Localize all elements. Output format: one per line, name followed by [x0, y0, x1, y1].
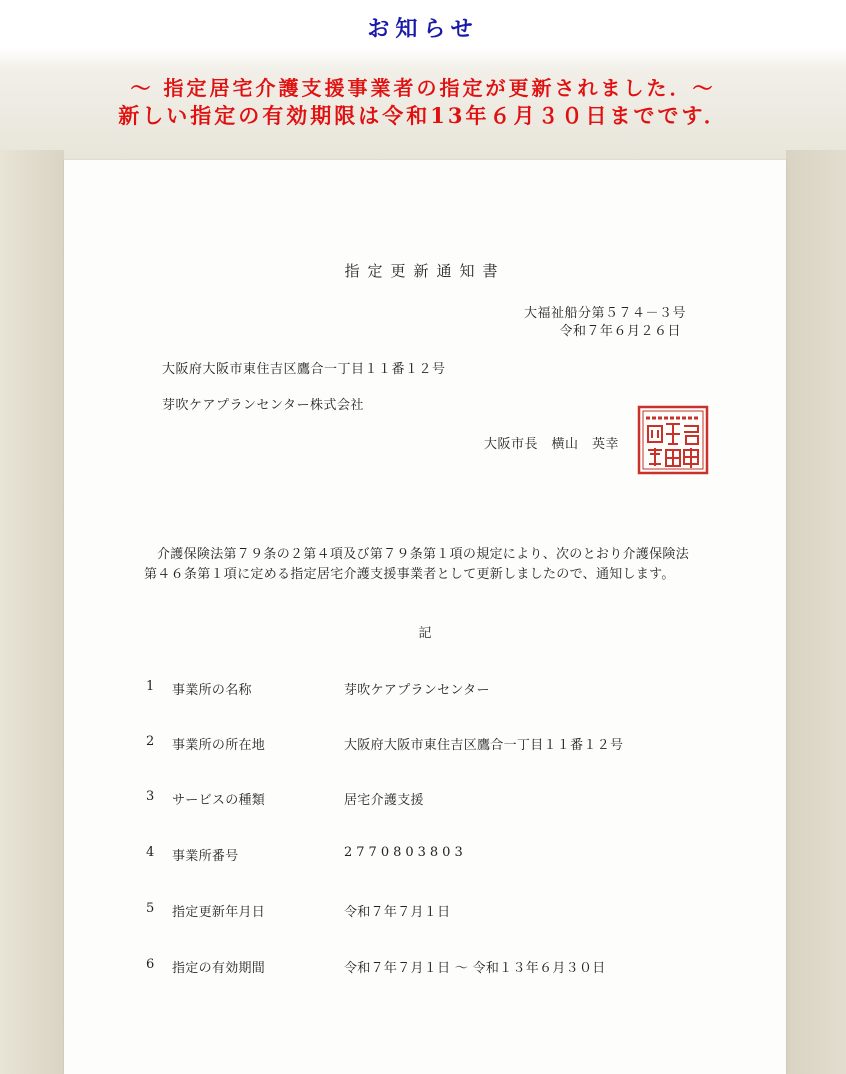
notice-body — [144, 545, 704, 585]
body-line: 第４６条第１項に定める指定居宅介護支援事業者として更新しましたので、通知します。 — [144, 567, 675, 582]
item-label: 指定更新年月日 — [172, 905, 266, 920]
notification-document — [64, 160, 786, 1074]
item-facility-name — [146, 679, 706, 699]
document-title: 指定更新通知書 — [344, 262, 506, 280]
item-label: 指定の有効期間 — [172, 961, 266, 976]
item-value: 2770803803 — [344, 845, 467, 860]
left-margin-background — [0, 150, 64, 1074]
item-value: 芽吹ケアプランセンター — [344, 683, 490, 698]
item-label: 事業所の所在地 — [172, 738, 266, 753]
item-number: 2 — [146, 734, 155, 749]
notice-line-expiry: 新しい指定の有効期限は令和13年６月３０日までです． — [118, 103, 728, 128]
item-value: 令和７年７月１日 — [344, 905, 451, 920]
item-number: 3 — [146, 789, 155, 804]
notice-line-renewal: ～ 指定居宅介護支援事業者の指定が更新されました．～ — [130, 76, 716, 100]
reference-number: 大福祉船分第５７４－３号 — [523, 306, 686, 321]
official-seal-icon — [636, 404, 710, 476]
body-line: 介護保険法第７９条の２第４項及び第７９条第１項の規定により、次のとおり介護保険法 — [157, 547, 690, 562]
item-number: 5 — [146, 901, 155, 916]
item-number: 6 — [146, 957, 155, 972]
item-facility-number — [146, 845, 706, 865]
item-number: 1 — [146, 679, 155, 694]
item-renewal-date — [146, 901, 706, 921]
issuer-name: 大阪市長 横山 英幸 — [484, 437, 620, 452]
item-label: サービスの種類 — [172, 793, 266, 808]
notice-title: お知らせ — [367, 16, 479, 42]
item-valid-period — [146, 957, 706, 977]
right-margin-background — [786, 150, 846, 1074]
item-value: 大阪府大阪市東住吉区鷹合一丁目１１番１２号 — [344, 738, 624, 753]
item-service-type — [146, 789, 706, 809]
item-label: 事業所番号 — [172, 849, 239, 864]
recipient-company: 芽吹ケアプランセンター株式会社 — [162, 398, 364, 413]
item-label: 事業所の名称 — [172, 683, 252, 698]
ki-heading: 記 — [418, 626, 432, 641]
item-value: 令和７年７月１日 ～ 令和１３年６月３０日 — [344, 961, 606, 976]
issue-date: 令和７年６月２６日 — [559, 324, 681, 339]
item-number: 4 — [146, 845, 155, 860]
item-value: 居宅介護支援 — [344, 793, 424, 808]
recipient-address: 大阪府大阪市東住吉区鷹合一丁目１１番１２号 — [162, 362, 446, 377]
item-facility-address — [146, 734, 706, 754]
